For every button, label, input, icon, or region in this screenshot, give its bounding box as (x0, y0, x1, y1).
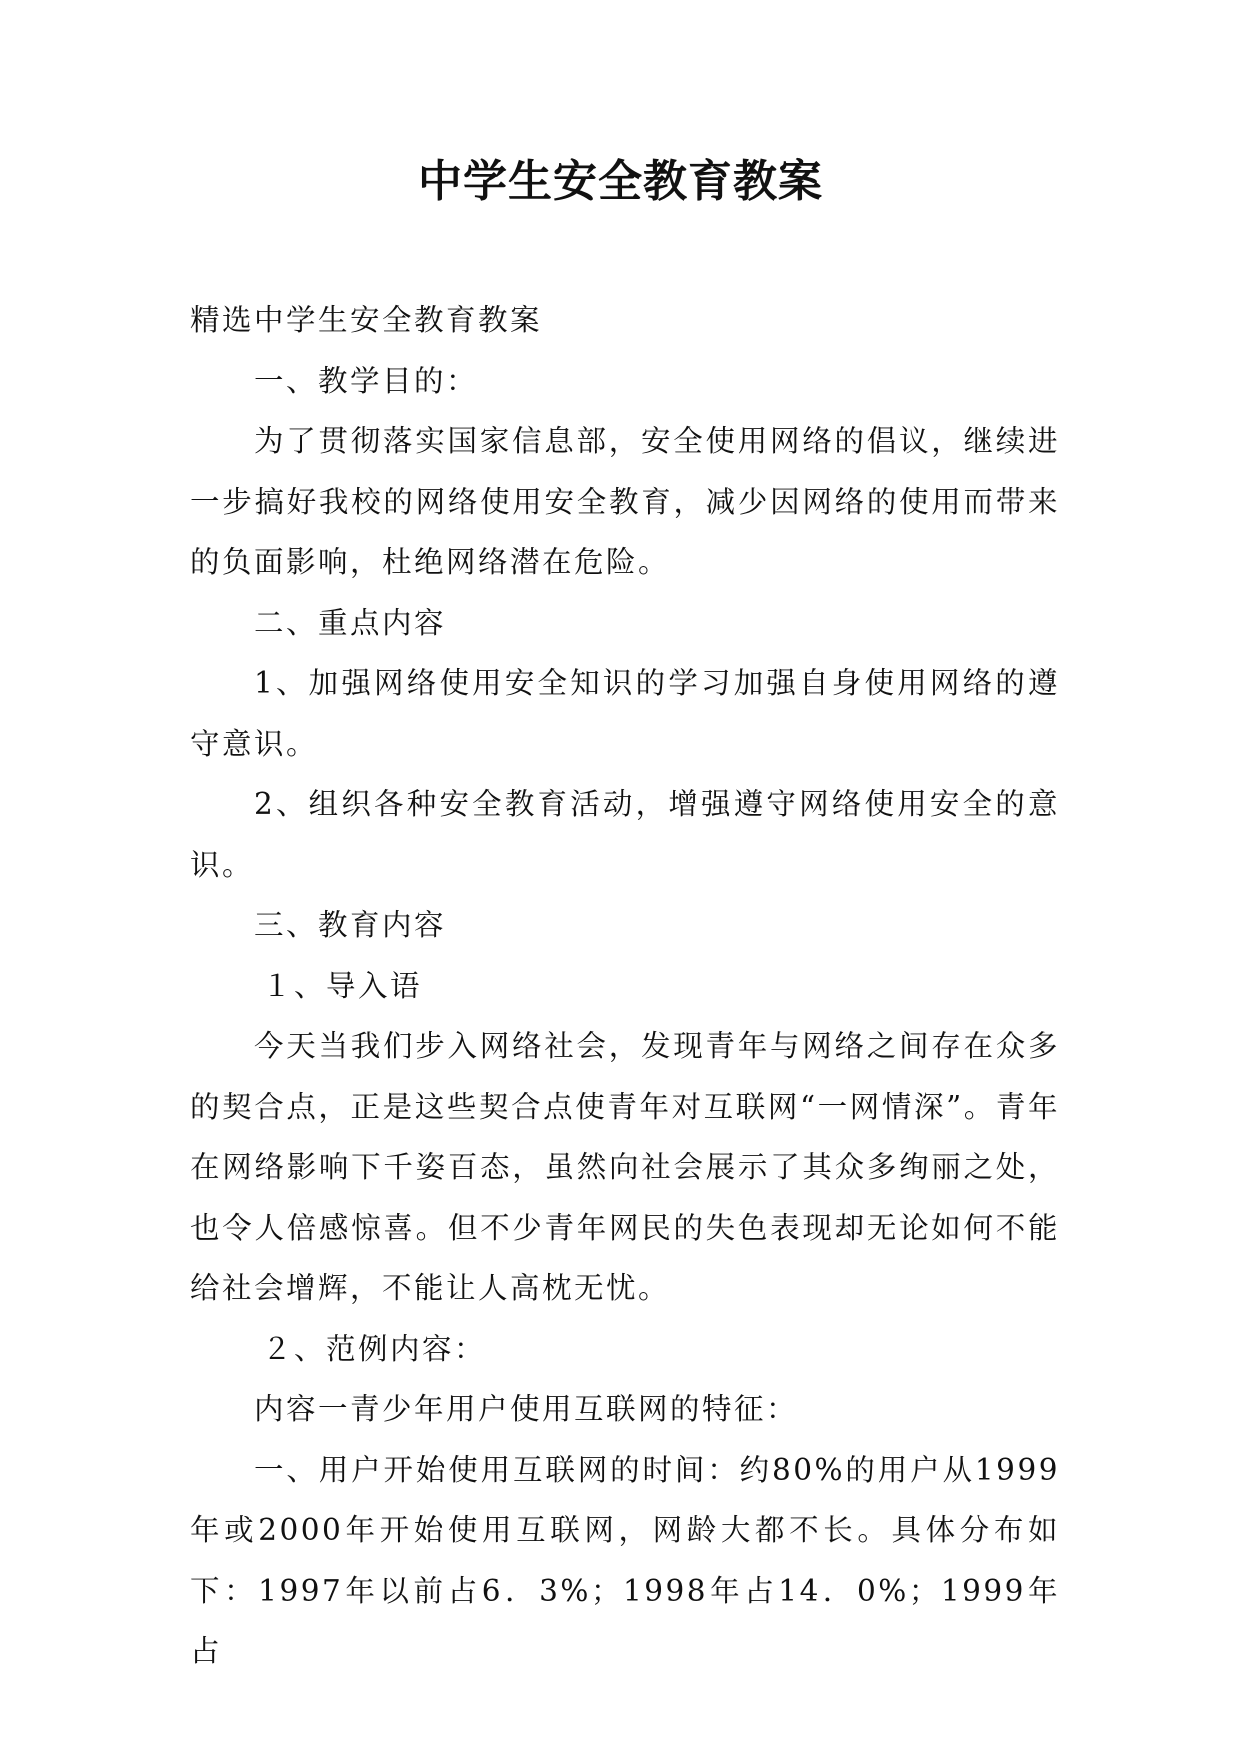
paragraph-introduction: 今天当我们步入网络社会，发现青年与网络之间存在众多的契合点，正是这些契合点使青年对互联网“一网情深”。青年在网络影响下千姿百态，虽然向社会展示了其众多绚丽之处，也令人倍感惊喜。但不少青年网民的失色表现却无论如何不能给社会增辉，不能让人高枕无忧。 (190, 1029, 1060, 1305)
section-heading-education-content: 三、教育内容 (254, 908, 447, 942)
subheading-examples: ２、范例内容： (262, 1331, 487, 1366)
paragraph-objectives: 为了贯彻落实国家信息部，安全使用网络的倡议，继续进一步搞好我校的网络使用安全教育，减少因网络的使用而带来的负面影响，杜绝网络潜在危险。 (190, 424, 1060, 579)
paragraph-example-heading: 内容一青少年用户使用互联网的特征： (254, 1392, 799, 1426)
document-title: 中学生安全教育教案 (418, 156, 823, 207)
section-heading-key-content: 二、重点内容 (254, 605, 447, 640)
paragraph-key-point-2: 2、组织各种安全教育活动，增强遵守网络使用安全的意识。 (190, 787, 1060, 882)
document-body (190, 290, 1060, 1682)
paragraph-subtitle: 精选中学生安全教育教案 (190, 303, 543, 337)
paragraph-key-point-1: 1、加强网络使用安全知识的学习加强自身使用网络的遵守意识。 (190, 666, 1060, 761)
section-heading-objectives: 一、教学目的： (254, 363, 479, 398)
subheading-introduction: １、导入语 (262, 968, 423, 1003)
paragraph-usage-start-time: 一、用户开始使用互联网的时间：约80%的用户从1999年或2000年开始使用互联网，网龄大都不长。具体分布如下：1997年以前占6．3%；1998年占14．0%；1999年占 (190, 1452, 1060, 1668)
